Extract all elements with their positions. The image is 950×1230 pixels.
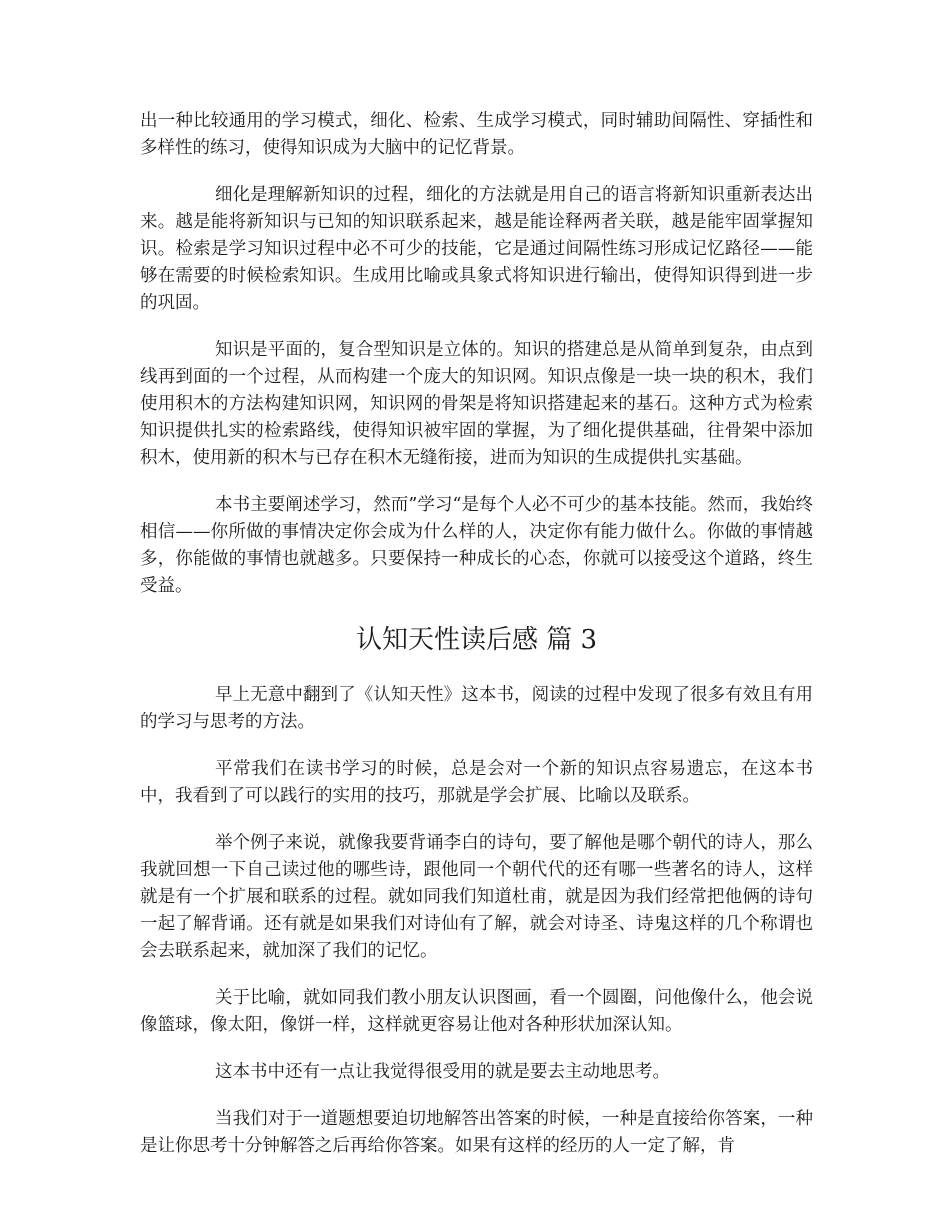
paragraph-active-thinking: 这本书中还有一点让我觉得很受用的就是要去主动地思考。	[215, 1062, 670, 1082]
paragraph-intro: 早上无意中翻到了《认知天性》这本书，阅读的过程中发现了很多有效且有用的学习与思考的方法。	[140, 685, 813, 732]
paragraph-continuation: 出一种比较通用的学习模式，细化、检索、生成学习模式，同时辅助间隔性、穿插性和多样性的练习，使得知识成为大脑中的记忆背景。	[140, 111, 813, 158]
section-heading: 认知天性读后感 篇 3	[355, 625, 598, 655]
paragraph-metaphor: 关于比喻，就如同我们教小朋友认识图画，看一个圆圈，问他像什么，他会说像篮球，像太阳，像饼一样，这样就更容易让他对各种形状加深认知。	[140, 988, 813, 1035]
paragraph-answer: 当我们对于一道题想要迫切地解答出答案的时候，一种是直接给你答案，一种是让你思考十分钟解答之后再给你答案。如果有这样的经历的人一定了解，肯	[140, 1109, 813, 1156]
paragraph-book-summary: 本书主要阐述学习，然而”学习“是每个人必不可少的基本技能。然而，我始终相信——你所做的事情决定你会成为什么样的人，决定你有能力做什么。你做的事情越多，你能做的事情也就越多。只要保持一种成长的心态，你就可以接受这个道路，终生受益。	[140, 495, 813, 596]
document-body	[140, 108, 813, 1180]
paragraph-knowledge-network: 知识是平面的，复合型知识是立体的。知识的搭建总是从简单到复杂，由点到线再到面的一个过程，从而构建一个庞大的知识网。知识点像是一块一块的积木，我们使用积木的方法构建知识网，知识网的骨架是将知识搭建起来的基石。这种方式为检索知识提供扎实的检索路线，使得知识被牢固的掌握，为了细化提供基础，往骨架中添加积木，使用新的积木与已存在积木无缝衔接，进而为知识的生成提供扎实基础。	[140, 340, 813, 468]
paragraph-forgetting: 平常我们在读书学习的时候，总是会对一个新的知识点容易遗忘，在这本书中，我看到了可以践行的实用的技巧，那就是学会扩展、比喻以及联系。	[140, 759, 813, 806]
paragraph-example: 举个例子来说，就像我要背诵李白的诗句，要了解他是哪个朝代的诗人，那么我就回想一下自己读过他的哪些诗，跟他同一个朝代代的还有哪一些著名的诗人，这样就是有一个扩展和联系的过程。就如同我们知道杜甫，就是因为我们经常把他俩的诗句一起了解背诵。还有就是如果我们对诗仙有了解，就会对诗圣、诗鬼这样的几个称谓也会去联系起来，就加深了我们的记忆。	[140, 833, 813, 961]
paragraph-elaboration: 细化是理解新知识的过程，细化的方法就是用自己的语言将新知识重新表达出来。越是能将新知识与已知的知识联系起来，越是能诠释两者关联，越是能牢固掌握知识。检索是学习知识过程中必不可少的技能，它是通过间隔性练习形成记忆路径——能够在需要的时候检索知识。生成用比喻或具象式将知识进行输出，使得知识得到进一步的巩固。	[140, 185, 813, 313]
